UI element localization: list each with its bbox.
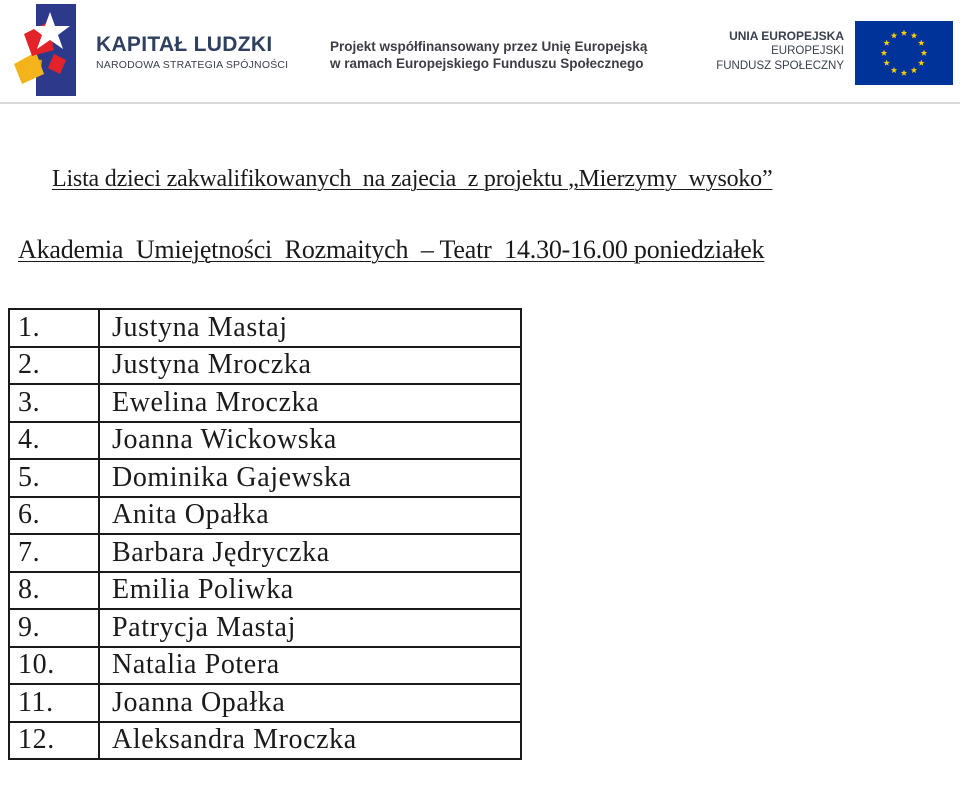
kapital-ludzki-text (96, 34, 288, 72)
child-name: Emilia Poliwka (99, 572, 521, 610)
table-row (9, 309, 521, 347)
document-subtitle: Akademia Umiejętności Rozmaitych – Teatr 14.30-16.00 poniedziałek (18, 235, 765, 264)
project-funding-line-1: Projekt współfinansowany przez Unię Europejską (330, 39, 648, 54)
child-name: Dominika Gajewska (99, 459, 521, 497)
kapital-ludzki-star-icon (14, 4, 76, 96)
header-divider (0, 102, 960, 104)
row-number: 6. (9, 497, 99, 535)
child-name: Natalia Potera (99, 647, 521, 685)
row-number: 1. (9, 309, 99, 347)
table-row (9, 384, 521, 422)
project-funding-text (330, 38, 647, 72)
table-row (9, 497, 521, 535)
kapital-ludzki-subtitle: NARODOWA STRATEGIA SPÓJNOŚCI (96, 59, 289, 71)
eu-line-1: EUROPEJSKI (771, 45, 844, 57)
table-row (9, 684, 521, 722)
child-name: Anita Opałka (99, 497, 521, 535)
table-row (9, 422, 521, 460)
row-number: 7. (9, 534, 99, 572)
children-list-table (8, 308, 522, 760)
child-name: Justyna Mroczka (99, 347, 521, 385)
table-row (9, 534, 521, 572)
row-number: 4. (9, 422, 99, 460)
project-funding-line-2: w ramach Europejskiego Funduszu Społecznego (330, 56, 644, 71)
table-row (9, 459, 521, 497)
row-number: 12. (9, 722, 99, 760)
eu-flag-icon (855, 21, 953, 85)
kapital-ludzki-title: KAPITAŁ LUDZKI (96, 33, 273, 56)
row-number: 5. (9, 459, 99, 497)
document-title: Lista dzieci zakwalifikowanych na zajecia z projektu „Mierzymy wysoko” (52, 166, 773, 192)
row-number: 2. (9, 347, 99, 385)
table-row (9, 722, 521, 760)
table-row (9, 572, 521, 610)
row-number: 10. (9, 647, 99, 685)
eu-line-2: FUNDUSZ SPOŁECZNY (716, 60, 844, 72)
table-row (9, 609, 521, 647)
eu-title: UNIA EUROPEJSKA (729, 29, 844, 43)
row-number: 8. (9, 572, 99, 610)
row-number: 11. (9, 684, 99, 722)
child-name: Joanna Opałka (99, 684, 521, 722)
table-row (9, 647, 521, 685)
eu-text (712, 28, 844, 74)
child-name: Aleksandra Mroczka (99, 722, 521, 760)
page-header (0, 0, 960, 104)
row-number: 3. (9, 384, 99, 422)
child-name: Barbara Jędryczka (99, 534, 521, 572)
row-number: 9. (9, 609, 99, 647)
table-row (9, 347, 521, 385)
child-name: Justyna Mastaj (99, 309, 521, 347)
child-name: Ewelina Mroczka (99, 384, 521, 422)
child-name: Patrycja Mastaj (99, 609, 521, 647)
child-name: Joanna Wickowska (99, 422, 521, 460)
